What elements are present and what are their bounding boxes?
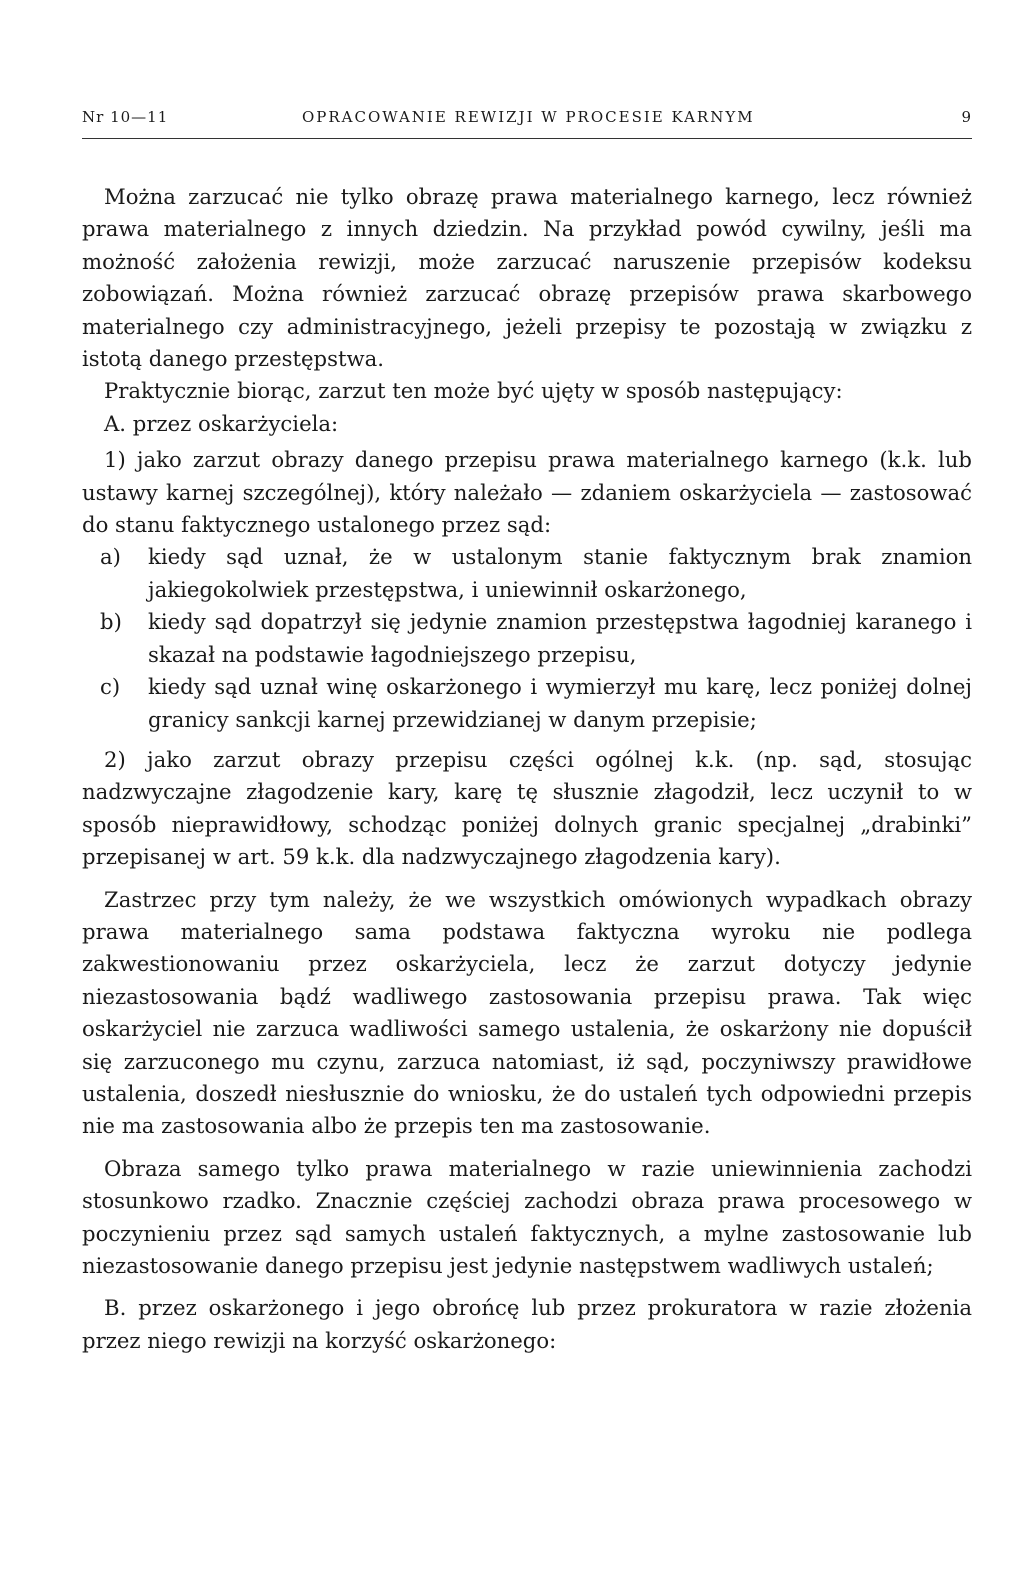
list-marker-b: b) <box>100 609 122 635</box>
running-header <box>82 108 972 139</box>
list-text-b: kiedy sąd dopatrzył się jedynie znamion przestępstwa łagodniej karanego i skazał na podstawie łagodniejszego przepisu, <box>148 609 972 667</box>
paragraph-acquittal: Obraza samego tylko prawa materialnego w razie uniewinnienia zachodzi stosunkowo rzadko. Znacznie częściej zachodzi obraza prawa procesowego w poczynieniu przez sąd samych ustaleń faktycznych, a mylne zastosowanie lub niezastosowanie danego przepisu jest jedynie następstwem wadliwych ustaleń; <box>82 1155 972 1278</box>
point-1: 1) jako zarzut obrazy danego przepisu prawa materialnego karnego (k.k. lub ustawy karnej szczególnej), który należało — zdaniem oskarżyciela — zastosować do stanu faktycznego ustalonego przez sąd: <box>82 447 972 538</box>
list-item-c <box>82 671 972 736</box>
point-2: 2) jako zarzut obrazy przepisu części ogólnej k.k. (np. sąd, stosując nadzwyczajne złagodzenie kary, karę tę słusznie złagodził, lecz uczynił to w sposób nieprawidłowy, schodząc poniżej dolnych granic specjalnej „drabinki” przepisanej w art. 59 k.k. dla nadzwyczajnego złagodzenia kary). <box>82 746 972 870</box>
list-text-a: kiedy sąd uznał, że w ustalonym stanie faktycznym brak znamion jakiegokolwiek przestępstwa, i uniewinnił oskarżonego, <box>148 544 972 602</box>
body-text <box>82 181 972 1357</box>
running-title: OPRACOWANIE REWIZJI W PROCESIE KARNYM <box>302 108 755 126</box>
paragraph-material-law: Można zarzucać nie tylko obrazę prawa materialnego karnego, lecz również prawa materialnego z innych dziedzin. Na przykład powód cywilny, jeśli ma możność założenia rewizji, może zarzucać naruszenie przepisów kodeksu zobowiązań. Można również zarzucać obrazę przepisów prawa skarbowego materialnego czy administracyjnego, jeżeli przepisy te pozostają w związku z istotą danego przestępstwa. <box>82 184 972 372</box>
list-text-c: kiedy sąd uznał winę oskarżonego i wymierzył mu karę, lecz poniżej dolnej granicy sankcji karnej przewidzianej w danym przepisie; <box>148 674 972 732</box>
paragraph-practical: Praktycznie biorąc, zarzut ten może być ujęty w sposób następujący: <box>104 378 843 404</box>
list-marker-c: c) <box>100 674 121 700</box>
list-marker-a: a) <box>100 544 121 570</box>
issue-number: Nr 10—11 <box>82 108 169 126</box>
document-page <box>82 108 972 1361</box>
list-item-a <box>82 541 972 606</box>
paragraph-reservation: Zastrzec przy tym należy, że we wszystkich omówionych wypadkach obrazy prawa materialnego sama podstawa faktyczna wyroku nie podlega zakwestionowaniu przez oskarżyciela, lecz że zarzut dotyczy jedynie niezastosowania bądź wadliwego zastosowania przepisu prawa. Tak więc oskarżyciel nie zarzuca wadliwości samego ustalenia, że oskarżony nie dopuścił się zarzuconego mu czynu, zarzuca natomiast, iż sąd, poczyniwszy prawidłowe ustalenia, doszedł niesłusznie do wniosku, że do ustaleń tych odpowiedni przepis nie ma zastosowania albo że przepis ten ma zastosowanie. <box>82 886 972 1139</box>
section-b-heading: B. przez oskarżonego i jego obrońcę lub przez prokuratora w razie złożenia przez niego rewizji na korzyść oskarżonego: <box>82 1295 972 1353</box>
page-number: 9 <box>961 108 972 126</box>
list-item-b <box>82 606 972 671</box>
section-a-heading: A. przez oskarżyciela: <box>104 410 339 436</box>
